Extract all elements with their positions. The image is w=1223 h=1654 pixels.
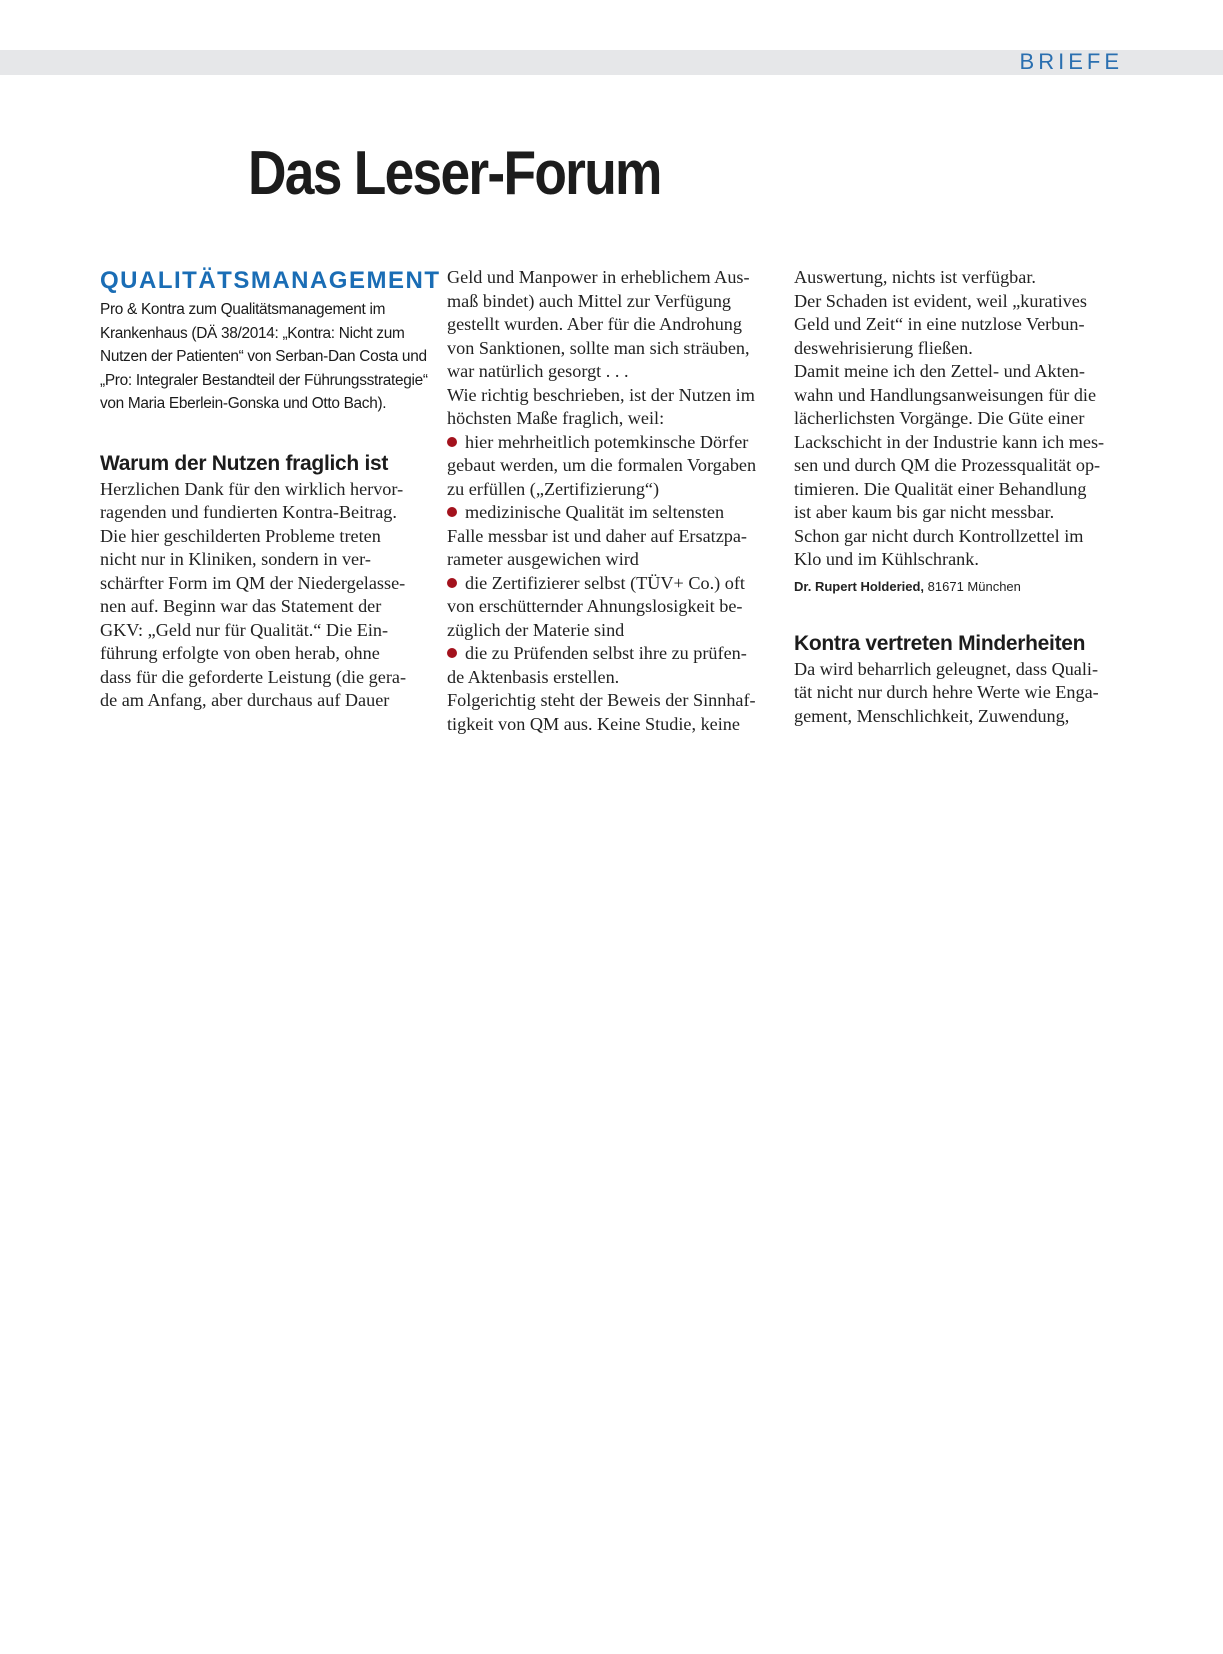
text-line: führung erfolgte von oben herab, ohne [100,643,380,663]
text-line: züglich der Materie sind [447,619,625,640]
bullet-item [447,431,783,455]
bullet-text: medizinische Qualität im seltensten [465,502,725,522]
text-line: Geld und Zeit“ in eine nutzlose Verbun- [794,314,1085,334]
text-line: Da wird beharrlich geleugnet, dass Quali- [794,658,1099,679]
signature-name: Dr. Rupert Holderied, [794,578,925,594]
letter-headline: Warum der Nutzen fraglich ist [100,451,389,475]
bullet-dot-icon [447,578,457,588]
bullet-item [447,642,783,666]
text-line: ist aber kaum bis gar nicht messbar. [794,502,1055,522]
text-line: zu erfüllen („Zertifizierung“) [447,478,660,499]
text-line: Auswertung, nichts ist verfügbar. [794,267,1036,287]
text-line: höchsten Maße fraglich, weil: [447,408,665,428]
text-line: lächerlichsten Vorgänge. Die Güte einer [794,408,1085,428]
text-line: Wie richtig beschrieben, ist der Nutzen im [447,384,755,405]
text-line: sen und durch QM die Prozessqualität op- [794,455,1101,475]
text-line: gebaut werden, um die formalen Vorgaben [447,455,757,475]
page-title: Das Leser-Forum [248,139,661,208]
text-line: GKV: „Geld nur für Qualität.“ Die Ein- [100,619,389,640]
article-column-1 [100,266,441,713]
bullet-dot-icon [447,507,457,517]
text-line: tät nicht nur durch hehre Werte wie Enga- [794,682,1099,702]
bullet-text: die Zertifizierer selbst (TÜV+ Co.) oft [465,572,745,593]
text-line: Damit meine ich den Zettel- und Akten- [794,361,1085,381]
text-line: Schon gar nicht durch Kontrollzettel im [794,525,1084,546]
bullet-item [447,572,783,596]
text-line: tigkeit von QM aus. Keine Studie, keine [447,713,740,734]
text-line: Der Schaden ist evident, weil „kuratives [794,290,1087,311]
text-line: schärfter Form im QM der Niedergelasse- [100,572,406,593]
text-line: Lackschicht in der Industrie kann ich mes- [794,431,1105,452]
text-line: dass für die geforderte Leistung (die gera- [100,666,407,687]
text-line: von erschütternder Ahnungslosigkeit be- [447,596,743,616]
text-line: ragenden und fundierten Kontra-Beitrag. [100,502,397,522]
text-line: timieren. Die Qualität einer Behandlung [794,478,1087,499]
text-line: von Sanktionen, sollte man sich sträuben, [447,337,750,358]
text-line: Herzlichen Dank für den wirklich hervor- [100,478,404,499]
bullet-text: die zu Prüfenden selbst ihre zu prüfen- [465,643,747,663]
bullet-dot-icon [447,437,457,447]
letter-body [794,266,1130,572]
letter-body [447,266,783,736]
letter-body [794,658,1130,729]
text-line: Falle messbar ist und daher auf Ersatzpa- [447,525,747,546]
text-line: de am Anfang, aber durchaus auf Dauer [100,690,390,710]
bullet-text: hier mehrheitlich potemkinsche Dörfer [465,431,749,452]
bullet-dot-icon [447,648,457,658]
topic-kicker: QUALITÄTSMANAGEMENT [100,267,441,294]
letter-signature [794,578,1130,596]
intro-text: Pro & Kontra zum Qualitätsmanagement im Krankenhaus (DÄ 38/2014: „Kontra: Nicht zum Nutzen der Patienten“ von Serban-Dan Costa und „Pro: Integraler Bestandteil der Führungsstrategie“ von Maria Eberlein-Gonska und Otto Bach). [100,301,428,412]
section-label: BRIEFE [1019,49,1123,74]
letter-headline: Kontra vertreten Minderheiten [794,631,1086,655]
text-line: Die hier geschilderten Probleme treten [100,525,381,546]
article-column-2 [447,266,783,736]
letter-body [100,478,436,713]
text-line: de Aktenbasis erstellen. [447,666,620,687]
text-line: Folgerichtig steht der Beweis der Sinnhaf- [447,690,756,710]
bullet-item [447,501,783,525]
text-line: wahn und Handlungsanweisungen für die [794,384,1097,405]
text-line: war natürlich gesorgt . . . [447,361,629,381]
signature-place: 81671 München [924,578,1021,594]
text-line: maß bindet) auch Mittel zur Verfügung [447,290,732,311]
article-column-3 [794,266,1130,728]
text-line: gestellt wurden. Aber für die Androhung [447,314,742,334]
text-line: nen auf. Beginn war das Statement der [100,596,382,616]
text-line: Geld und Manpower in erheblichem Aus- [447,267,750,287]
text-line: rameter ausgewichen wird [447,549,639,569]
text-line: Klo und im Kühlschrank. [794,549,979,569]
text-line: deswehrisierung fließen. [794,337,973,358]
text-line: gement, Menschlichkeit, Zuwendung, [794,705,1070,726]
text-line: nicht nur in Kliniken, sondern in ver- [100,549,371,569]
